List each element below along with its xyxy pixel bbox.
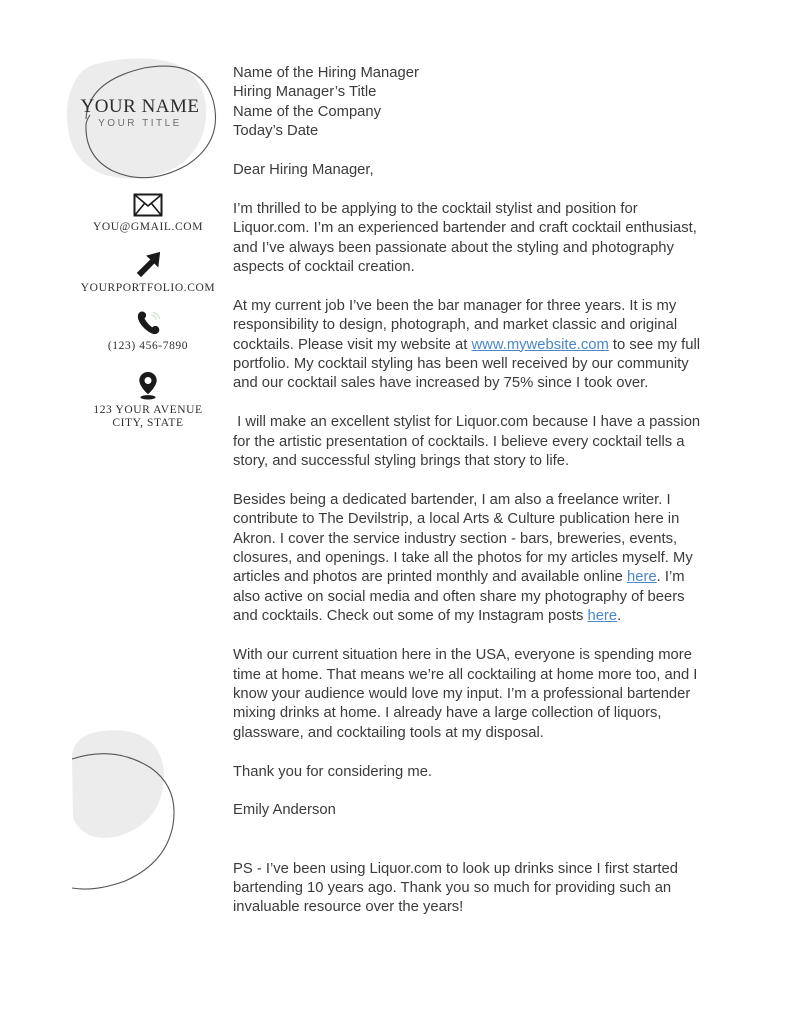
- phone-text: (123) 456-7890: [107, 340, 189, 352]
- address-line1: 123 YOUR AVENUE: [93, 404, 203, 416]
- contact-phone: [58, 310, 238, 353]
- logo-title: YOUR TITLE: [98, 118, 182, 129]
- contact-portfolio: [58, 250, 238, 295]
- map-pin-icon: [135, 371, 161, 400]
- email-text: YOU@GMAIL.COM: [92, 221, 204, 233]
- hyperlink[interactable]: www.mywebsite.com: [471, 336, 609, 353]
- logo-name: YOUR NAME: [80, 96, 200, 117]
- address-text: [58, 404, 238, 430]
- letter-body: [233, 64, 711, 937]
- hyperlink[interactable]: here: [627, 569, 657, 586]
- hyperlink[interactable]: here: [587, 608, 618, 625]
- portfolio-text: YOURPORTFOLIO.COM: [80, 282, 216, 294]
- postscript: PS - I’ve been using Liquor.com to look up drinks since I first started bartending 10 years ago. Thank you so much for providing such an invaluable resource over the years!: [233, 860, 678, 916]
- paragraph-excellent-stylist: I will make an excellent stylist for Liquor.com because I have a passion for the artistic presentation of cocktails. I believe every cocktail tells a story, and successful styling brings that story to life.: [233, 414, 701, 470]
- logo: [60, 55, 230, 190]
- recipient-block: Name of the Hiring Manager Hiring Manager’s Title Name of the Company Today’s Date: [233, 65, 419, 140]
- paragraph-freelance: Besides being a dedicated bartender, I am also a freelance writer. I contribute to The Devilstrip, a local Arts & Culture publication here in Akron. I cover the service industry section - bars, breweries, events, closures, and openings. I take all the photos for my articles myself. My articles and photos are printed monthly and available online here. I’m also active on social media and often share my photography of beers and cocktails. Check out some of my Instagram posts here.: [233, 491, 693, 625]
- arrow-ne-icon: [134, 250, 162, 278]
- envelope-icon: [133, 193, 163, 217]
- paragraph-at-home: With our current situation here in the USA, everyone is spending more time at home. That means we’re all cocktailing at home more too, and I know your audience would love my input. I’m a professional bartender mixing drinks at home. I already have a large collection of liquors, glassware, and cocktailing tools at my disposal.: [233, 647, 698, 741]
- paragraph-intro: I’m thrilled to be applying to the cocktail stylist and position for Liquor.com. I’m an experienced bartender and craft cocktail enthusiast, and I’ve always been passionate about the styling and photography aspects of cocktail creation.: [233, 200, 697, 276]
- bottom-corner-decoration: [55, 725, 195, 905]
- phone-handset-icon: [134, 310, 162, 336]
- contact-address: [58, 371, 238, 430]
- address-line2: CITY, STATE: [112, 417, 184, 429]
- salutation: Dear Hiring Manager,: [233, 162, 374, 179]
- signature: Emily Anderson: [233, 802, 336, 819]
- thank-you: Thank you for considering me.: [233, 763, 433, 780]
- contact-email: [58, 193, 238, 234]
- paragraph-current-job: At my current job I’ve been the bar manager for three years. It is my responsibility to design, photograph, and market classic and original cocktails. Please visit my website at www.mywebsite.com to see my full portfolio. My cocktail styling has been well received by our community and our cocktail sales have increased by 75% since I took over.: [233, 297, 701, 392]
